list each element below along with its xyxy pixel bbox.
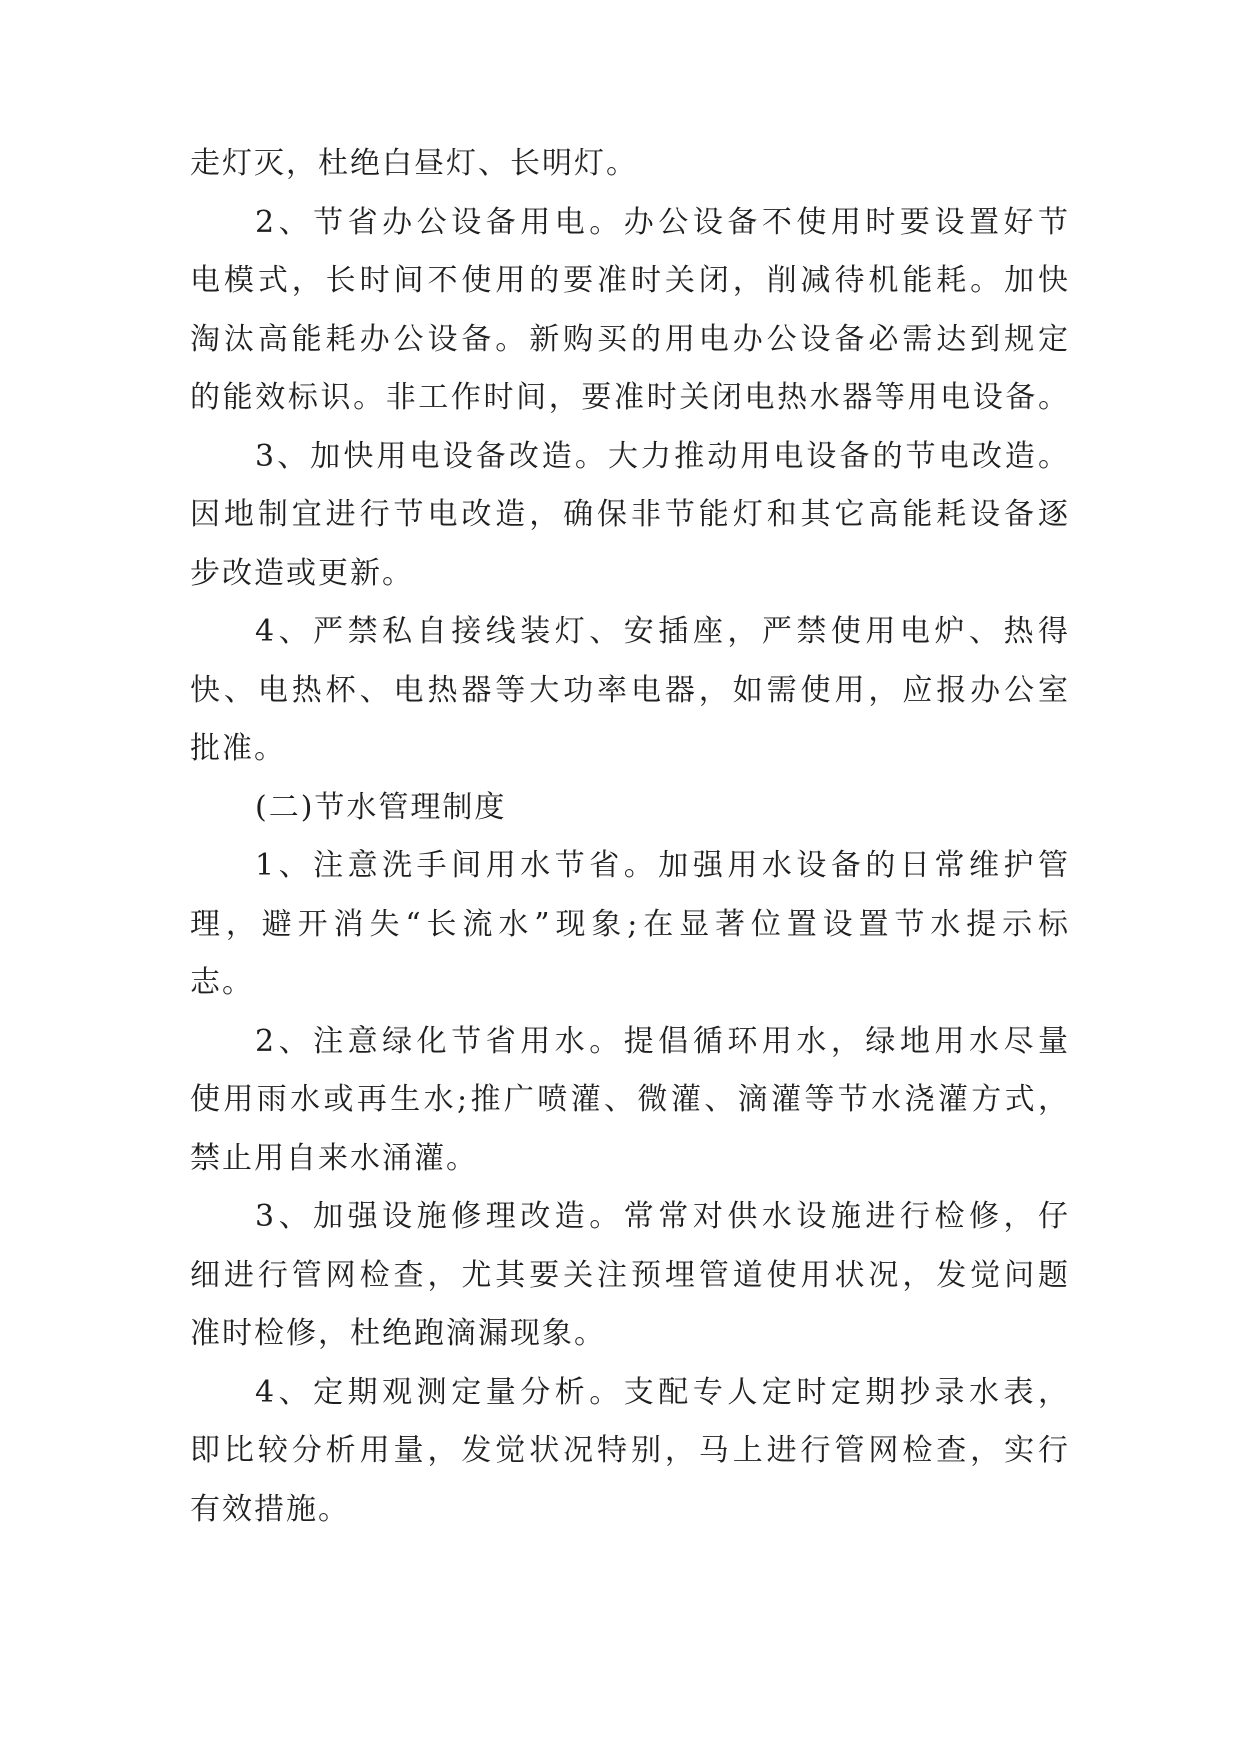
- text-line: 因地制宜进行节电改造，确保非节能灯和其它高能耗设备逐: [190, 497, 1070, 532]
- paragraph-line-prohibitions: 4、严禁私自接线装灯、安插座，严禁使用电炉、热得: [255, 614, 1070, 649]
- paragraph-line-equipment-upgrade: 3、加快用电设备改造。大力推动用电设备的节电改造。: [255, 439, 1070, 474]
- text-line: 批准。: [190, 731, 286, 766]
- text-line: 有效措施。: [190, 1492, 350, 1527]
- paragraph-line-restroom-water: 1、注意洗手间用水节省。加强用水设备的日常维护管: [255, 848, 1070, 883]
- text-line: 的能效标识。非工作时间，要准时关闭电热水器等用电设备。: [190, 380, 1070, 415]
- text-line: 理，避开消失“长流水”现象;在显著位置设置节水提示标: [190, 907, 1070, 942]
- text-line: 使用雨水或再生水;推广喷灌、微灌、滴灌等节水浇灌方式，: [190, 1082, 1070, 1117]
- text-line: 即比较分析用量，发觉状况特别，马上进行管网检查，实行: [190, 1433, 1070, 1468]
- paragraph-line-facility-repair: 3、加强设施修理改造。常常对供水设施进行检修，仔: [255, 1199, 1070, 1234]
- text-line: 步改造或更新。: [190, 556, 414, 591]
- text-line: 淘汰高能耗办公设备。新购买的用电办公设备必需达到规定: [190, 322, 1070, 357]
- text-line: 志。: [190, 965, 254, 1000]
- text-line: 走灯灭，杜绝白昼灯、长明灯。: [190, 146, 638, 181]
- paragraph-line-electric-equipment: 2、节省办公设备用电。办公设备不使用时要设置好节: [255, 205, 1070, 240]
- section-heading-water-management: (二)节水管理制度: [255, 790, 507, 825]
- text-line: 电模式，长时间不使用的要准时关闭，削减待机能耗。加快: [190, 263, 1070, 298]
- text-line: 细进行管网检查，尤其要关注预埋管道使用状况，发觉问题: [190, 1258, 1070, 1293]
- text-line: 快、电热杯、电热器等大功率电器，如需使用，应报办公室: [190, 673, 1070, 708]
- text-line: 禁止用自来水涌灌。: [190, 1141, 478, 1176]
- paragraph-line-metering-analysis: 4、定期观测定量分析。支配专人定时定期抄录水表，: [255, 1375, 1070, 1410]
- text-line: 准时检修，杜绝跑滴漏现象。: [190, 1316, 606, 1351]
- paragraph-line-greening-water: 2、注意绿化节省用水。提倡循环用水，绿地用水尽量: [255, 1024, 1070, 1059]
